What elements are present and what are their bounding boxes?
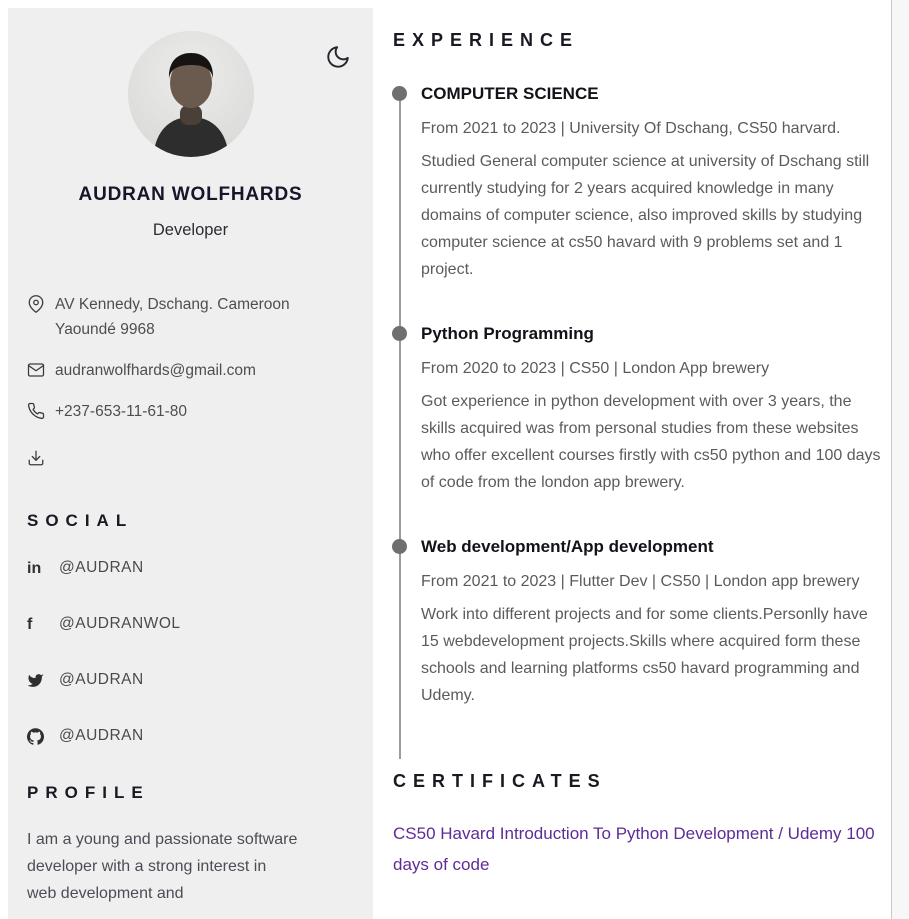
- social-link-github[interactable]: [8, 727, 373, 745]
- entry-title: Web development/App development: [421, 537, 714, 556]
- main-content: [373, 0, 891, 919]
- experience-entry: [399, 536, 881, 709]
- email-row[interactable]: [27, 358, 351, 383]
- download-icon: [27, 449, 45, 467]
- experience-timeline: [399, 83, 881, 709]
- linkedin-icon: in: [27, 559, 42, 577]
- entry-description: Work into different projects and for some clients.Personlly have 15 webdevelopment projects.Skills where acquired form these schools and learning platforms cs50 havard programming and Udemy.: [421, 606, 868, 704]
- moon-icon: [325, 57, 351, 74]
- social-link-linkedin[interactable]: [8, 559, 373, 577]
- social-link-facebook[interactable]: [8, 615, 373, 633]
- entry-meta: From 2021 to 2023 | Flutter Dev | CS50 | London app brewery: [421, 573, 860, 590]
- entry-meta: From 2020 to 2023 | CS50 | London App brewery: [421, 360, 770, 377]
- twitter-icon: [27, 671, 47, 689]
- person-name: AUDRAN WOLFHARDS: [78, 184, 303, 205]
- experience-entry: [399, 83, 881, 283]
- social-handle: @AUDRAN: [59, 559, 144, 576]
- scrollbar-track[interactable]: [891, 0, 909, 919]
- social-section: [8, 511, 373, 745]
- timeline-dot: [392, 326, 407, 341]
- download-resume-button[interactable]: [27, 446, 351, 467]
- contact-section: [8, 292, 373, 467]
- social-link-twitter[interactable]: [8, 671, 373, 689]
- experience-heading: EXPERIENCE: [393, 30, 580, 50]
- entry-meta: From 2021 to 2023 | University Of Dschang, CS50 harvard.: [421, 120, 841, 137]
- social-heading: SOCIAL: [27, 511, 134, 530]
- social-handle: @AUDRANWOL: [59, 615, 181, 632]
- experience-entry: [399, 323, 881, 496]
- timeline-dot: [392, 86, 407, 101]
- entry-title: COMPUTER SCIENCE: [421, 84, 599, 103]
- entry-title: Python Programming: [421, 324, 594, 343]
- email-text: audranwolfhards@gmail.com: [55, 362, 256, 379]
- person-role: Developer: [152, 221, 229, 239]
- profile-section: [8, 783, 373, 907]
- sidebar: [8, 8, 373, 919]
- phone-row[interactable]: [27, 399, 351, 424]
- location-pin-icon: [27, 295, 45, 313]
- address-text: AV Kennedy, Dschang. Cameroon Yaoundé 9968: [55, 296, 290, 338]
- phone-icon: [27, 402, 45, 420]
- profile-heading: PROFILE: [27, 783, 150, 802]
- social-handle: @AUDRAN: [59, 727, 144, 744]
- entry-description: Studied General computer science at university of Dschang still currently studying for 2 years acquired knowledge in many domains of computer science, also improved skills by studying computer science at cs50 havard with 9 problems set and 1 project.: [421, 153, 870, 278]
- github-icon: [27, 727, 47, 745]
- dark-mode-toggle[interactable]: [325, 44, 351, 75]
- facebook-icon: f: [27, 615, 33, 633]
- social-handle: @AUDRAN: [59, 671, 144, 688]
- certificates-heading: CERTIFICATES: [393, 771, 607, 791]
- certificates-section: [393, 771, 881, 880]
- address-row: [27, 292, 351, 342]
- entry-description: Got experience in python development with over 3 years, the skills acquired was from personal studies from these websites who offer excellent courses firstly with cs50 python and 100 days of code from the london app brewery.: [421, 393, 881, 491]
- avatar: [128, 31, 254, 157]
- envelope-icon: [27, 361, 45, 379]
- profile-text: I am a young and passionate software developer with a strong interest in web development and: [27, 831, 298, 902]
- timeline-dot: [392, 539, 407, 554]
- certificate-link[interactable]: CS50 Havard Introduction To Python Development / Udemy 100 days of code: [393, 824, 875, 874]
- phone-text: +237-653-11-61-80: [55, 403, 187, 420]
